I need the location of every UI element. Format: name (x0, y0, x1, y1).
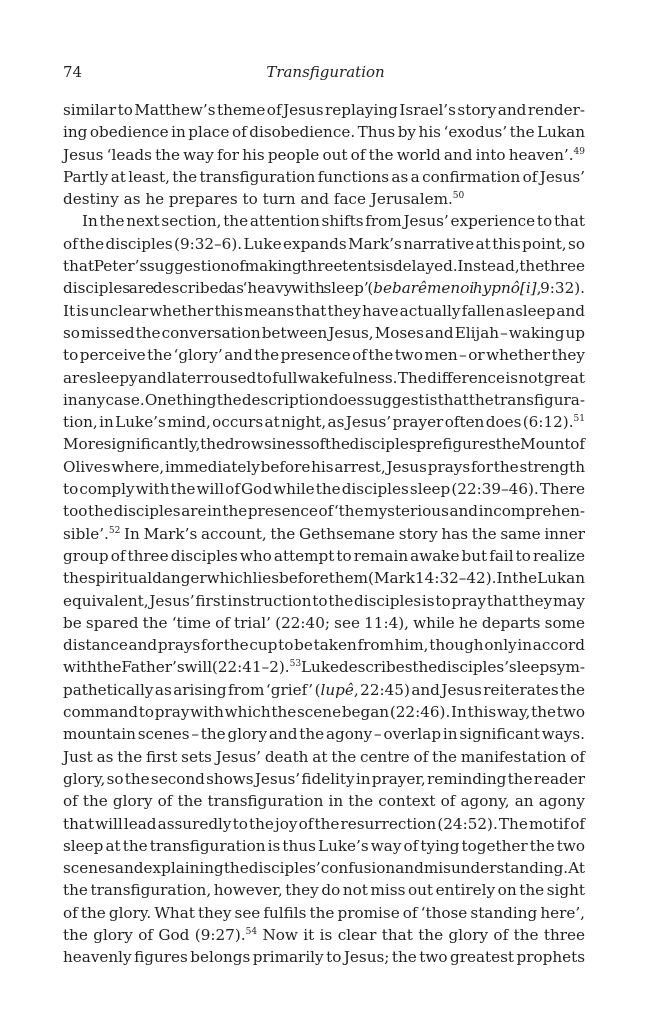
text-segment: of the disciples (9:32–6). Luke expands Mark’s narrative at this point, so (63, 234, 585, 253)
text-line (63, 924, 585, 946)
text-line (63, 768, 585, 790)
text-line (63, 300, 585, 322)
text-segment: sleep at the transfiguration is thus Luke’s way of tying together the two (63, 836, 585, 855)
footnote-marker: 51 (573, 414, 585, 425)
text-segment: the glory of God (9:27). (63, 925, 246, 944)
footnote-marker: 54 (245, 926, 258, 937)
text-line (63, 433, 585, 455)
text-segment: are sleepy and later roused to full wakefulness. The difference is not great (63, 368, 585, 387)
text-segment: the transfiguration, however, they do not miss out entirely on the sight (63, 881, 585, 900)
text-segment: Partly at least, the transfiguration functions as a confirmation of Jesus’ (63, 167, 585, 186)
text-segment: In Mark’s account, the Gethsemane story has the same inner (120, 524, 585, 543)
text-line (63, 857, 585, 879)
text-line (63, 723, 585, 745)
text-line (63, 813, 585, 835)
text-segment: so missed the conversation between Jesus, Moses and Elijah – waking up (63, 323, 585, 342)
text-line (63, 99, 585, 121)
text-segment: In the next section, the attention shifts from Jesus’ experience to that (82, 212, 585, 231)
text-segment: equivalent, Jesus’ first instruction to the disciples is to pray that they may (63, 591, 585, 610)
text-line (63, 634, 585, 656)
text-line (63, 456, 585, 478)
text-line (63, 590, 585, 612)
text-segment: in any case. One thing the description does suggest is that the transfigura- (63, 390, 585, 409)
text-line (63, 523, 585, 545)
text-segment: Just as the first sets Jesus’ death at the centre of the manifestation of (63, 747, 585, 766)
page-header (63, 62, 588, 86)
text-line (63, 879, 585, 901)
text-line (63, 322, 585, 344)
text-segment: group of three disciples who attempt to remain awake but fail to realize (63, 546, 585, 565)
text-segment: of the glory of the transfiguration in the context of agony, an agony (63, 792, 585, 811)
text-line (63, 701, 585, 723)
text-line (63, 545, 585, 567)
text-segment: that Peter’s suggestion of making three tents is delayed. Instead, the three (63, 257, 585, 276)
text-line (63, 567, 585, 589)
text-segment: Olives where, immediately before his arrest, Jesus prays for the strength (63, 457, 585, 476)
text-segment: heavenly figures belongs primarily to Jesus; the two greatest prophets (63, 948, 585, 967)
footnote-marker: 50 (452, 191, 465, 202)
text-segment: that will lead assuredly to the joy of the resurrection (24:52). The motif of (63, 814, 585, 833)
text-line (63, 121, 585, 143)
text-line (63, 255, 585, 277)
text-segment: be spared the ‘time of trial’ (22:40; see 11:4), while he departs some (63, 613, 585, 632)
text-line (63, 411, 585, 433)
text-segment: It is unclear whether this means that they have actually fallen asleep and (63, 301, 585, 320)
text-segment: to comply with the will of God while the disciples sleep (22:39–46). There (63, 480, 585, 499)
text-segment: too the disciples are in the presence of ‘the mysterious and incomprehen- (63, 502, 585, 521)
text-line (63, 277, 585, 299)
text-line (63, 188, 585, 210)
text-line (63, 389, 585, 411)
text-segment: More significantly, the drowsiness of the disciples prefigures the Mount of (63, 435, 585, 454)
text-line (63, 835, 585, 857)
text-segment: glory, so the second shows Jesus’ fidelity in prayer, reminding the reader (63, 769, 585, 788)
running-head: Transfiguration (266, 63, 385, 81)
text-segment: Luke describes the disciples’ sleep sym- (301, 658, 585, 677)
text-segment: tion, in Luke’s mind, occurs at night, as Jesus’ prayer often does (6:12). (63, 413, 574, 432)
footnote-marker: 52 (108, 525, 121, 536)
text-line (63, 746, 585, 768)
text-segment: similar to Matthew’s theme of Jesus replaying Israel’s story and render- (63, 101, 585, 119)
text-line (63, 946, 585, 968)
text-segment: distance and prays for the cup to be taken from him, though only in accord (63, 636, 585, 655)
text-segment: the spiritual danger which lies before them (Mark 14:32–42). In the Lukan (63, 569, 585, 588)
text-line (63, 166, 585, 188)
text-segment: with the Father’s will (22:41–2). (63, 658, 290, 677)
text-line (63, 656, 585, 678)
text-line (63, 233, 585, 255)
italic-term: bebarêmenoi hypnô[i] (373, 279, 537, 298)
text-line (63, 612, 585, 634)
footnote-marker: 53 (289, 659, 302, 670)
text-segment: command to pray with which the scene began (22:46). In this way, the two (63, 703, 585, 722)
text-line (63, 210, 585, 232)
text-line (63, 500, 585, 522)
body-text (63, 99, 585, 969)
page-number: 74 (63, 63, 83, 81)
text-segment: ing obedience in place of disobedience. Thus by his ‘exodus’ the Lukan (63, 123, 585, 142)
text-segment: mountain scenes – the glory and the agony – overlap in significant ways. (63, 725, 585, 744)
text-segment: Now it is clear that the glory of the three (257, 925, 585, 944)
text-line (63, 679, 585, 701)
text-line (63, 344, 585, 366)
italic-term: lupê (320, 680, 354, 699)
text-segment: , 9:32). (536, 279, 585, 298)
text-line (63, 790, 585, 812)
text-segment: destiny as he prepares to turn and face Jerusalem. (63, 190, 453, 209)
footnote-marker: 49 (573, 146, 585, 157)
text-segment: Jesus ‘leads the way for his people out of the world and into heaven’. (63, 145, 574, 164)
text-segment: disciples are described as ‘heavy with sleep’ ( (63, 279, 374, 298)
text-line (63, 367, 585, 389)
text-line (63, 478, 585, 500)
text-segment: , 22:45) and Jesus reiterates the (353, 680, 585, 699)
text-segment: of the glory. What they see fulfils the promise of ‘those standing here’, (63, 903, 585, 922)
text-segment: sible’. (63, 524, 109, 543)
text-segment: scenes and explaining the disciples’ confusion and misunderstanding. At (63, 859, 585, 878)
text-segment: pathetically as arising from ‘grief’ ( (63, 680, 321, 699)
text-line (63, 144, 585, 166)
text-segment: to perceive the ‘glory’ and the presence of the two men – or whether they (63, 346, 585, 365)
text-line (63, 902, 585, 924)
